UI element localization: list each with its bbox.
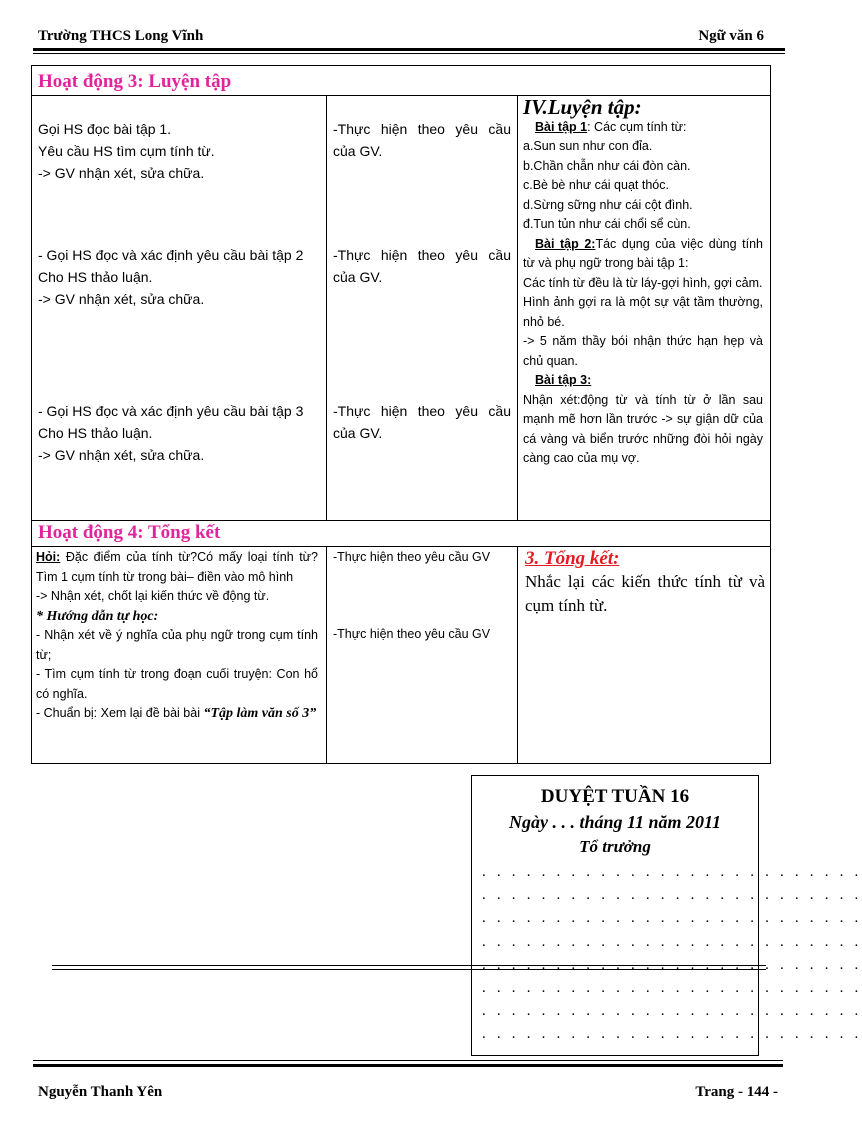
text-line: Gọi HS đọc bài tập 1.: [38, 121, 172, 137]
footer-rule: [33, 1064, 783, 1067]
footer-rule-thin: [33, 1060, 783, 1061]
exercise-2-line: Hình ảnh gợi ra là một sự vật tầm thường, nhỏ bé.: [523, 295, 763, 329]
approval-date: Ngày . . . tháng 11 năm 2011: [508, 812, 722, 832]
exercise-1-item: c.Bè bè như cái quạt thóc.: [523, 178, 669, 192]
exercise-2-line: -> 5 năm thầy bói nhận thức hạn hẹp và chủ quan.: [523, 334, 763, 368]
column-divider: [517, 546, 518, 764]
dotted-line: . . . . . . . . . . . . . . . . . . . . . . . . . .: [482, 980, 862, 997]
text-line: Cho HS thảo luận.: [38, 269, 153, 285]
dotted-line: . . . . . . . . . . . . . . . . . . . . . . . . . .: [482, 956, 862, 973]
row-divider: [31, 520, 771, 521]
text-line: -> GV nhận xét, sửa chữa.: [38, 447, 205, 463]
footer-author: Nguyễn Thanh Yên: [38, 1084, 163, 1100]
header-rule: [33, 48, 785, 51]
exercise-3-text: Nhận xét:động từ và tính từ ở lần sau mạnh mẽ hơn lần trước -> sự giận dữ của cá vàng và biển trước những đòi hỏi ngày càng cao của mụ vợ.: [523, 392, 763, 465]
student-activity-1: -Thực hiện theo yêu cầu của GV.: [333, 121, 511, 159]
exercise-1-item: b.Chần chẫn như cái đòn càn.: [523, 158, 691, 173]
column-divider: [326, 546, 327, 764]
self-study-title: * Hướng dẫn tự học:: [36, 608, 159, 624]
practice-heading: IV.Luyện tập:: [523, 95, 642, 119]
dotted-line: . . . . . . . . . . . . . . . . . . . . . . . . . .: [482, 887, 862, 904]
summary-heading: 3. Tổng kết:: [525, 548, 620, 569]
column-divider: [517, 95, 518, 520]
column-divider: [326, 95, 327, 520]
text-line: - Gọi HS đọc và xác định yêu cầu bài tập 2: [38, 247, 304, 263]
row-divider: [31, 95, 771, 96]
dotted-line: . . . . . . . . . . . . . . . . . . . . . . . . . .: [482, 864, 862, 880]
header-subject: Ngữ văn 6: [698, 28, 764, 44]
text-line: -> GV nhận xét, sửa chữa.: [38, 165, 205, 181]
exercise-2-label: Bài tập 2:: [535, 236, 596, 251]
text-line: Cho HS thảo luận.: [38, 425, 153, 441]
content-practice: [523, 95, 763, 469]
exercise-1-intro: : Các cụm tính từ:: [587, 119, 687, 134]
exercise-2-intro: Tác dụng của việc dùng tính từ và phụ ngữ trong bài tập 1:: [523, 236, 763, 270]
teacher-summary-activity: [36, 548, 318, 724]
self-study-item: - Nhận xét về ý nghĩa của phụ ngữ trong cụm tính từ;: [36, 628, 318, 662]
exercise-3-label: Bài tập 3:: [535, 373, 592, 387]
teacher-activity-2: [38, 244, 316, 310]
approval-title: DUYỆT TUẦN 16: [540, 786, 690, 807]
exercise-1-item: d.Sừng sững như cái cột đình.: [523, 197, 693, 212]
separator-line: [52, 969, 766, 970]
signature-lines: [472, 861, 862, 1047]
footer-page-number: Trang - 144 -: [695, 1084, 778, 1100]
dotted-line: . . . . . . . . . . . . . . . . . . . . . . . . . .: [482, 1003, 862, 1020]
student-activity-2: -Thực hiện theo yêu cầu của GV.: [333, 247, 511, 285]
student-summary-activity-1: -Thực hiện theo yêu cầu GV: [333, 550, 491, 564]
text-line: Yêu cầu HS tìm cụm tính từ.: [38, 143, 215, 159]
summary-text: Nhắc lại các kiến thức tính từ và cụm tính từ.: [525, 572, 765, 615]
section-3-title: Hoạt động 3: Luyện tập: [38, 71, 232, 92]
section-4-title: Hoạt động 4: Tổng kết: [38, 522, 221, 543]
dotted-line: . . . . . . . . . . . . . . . . . . . . . . . . . .: [482, 933, 862, 950]
exercise-2-line: Các tính từ đều là từ láy-gợi hình, gợi cảm.: [523, 275, 763, 290]
question-label: Hỏi:: [36, 550, 61, 564]
text-line: -> Nhận xét, chốt lại kiến thức về động từ.: [36, 589, 270, 603]
summary-content: [525, 548, 765, 618]
self-study-item: - Tìm cụm tính từ trong đoạn cuối truyện: Con hổ có nghĩa.: [36, 667, 318, 701]
assignment-title: “Tập làm văn số 3”: [203, 706, 317, 721]
dotted-line: . . . . . . . . . . . . . . . . . . . . . . . . . .: [482, 1026, 862, 1043]
teacher-activity-3: [38, 400, 316, 466]
teacher-activity-1: [38, 118, 320, 184]
question-text: Đặc điểm của tính từ?Có mấy loại tính từ? Tìm 1 cụm tính từ trong bài– điền vào mô hình: [36, 550, 318, 584]
student-activity-3: -Thực hiện theo yêu cầu của GV.: [333, 403, 511, 441]
exercise-1-item: đ.Tun tủn như cái chổi sể cùn.: [523, 217, 691, 231]
header-rule-thin: [33, 53, 785, 54]
row-divider: [31, 546, 771, 547]
student-summary-activity-2: -Thực hiện theo yêu cầu GV: [333, 627, 491, 641]
approval-box: [471, 775, 862, 1056]
self-study-item: - Chuẩn bị: Xem lại đề bài bài: [36, 706, 204, 720]
approval-role: Tổ trưởng: [579, 837, 651, 856]
text-line: -> GV nhận xét, sửa chữa.: [38, 291, 205, 307]
exercise-1-label: Bài tập 1: [535, 119, 588, 134]
header-school: Trường THCS Long Vĩnh: [38, 28, 204, 44]
dotted-line: . . . . . . . . . . . . . . . . . . . . . . . . . .: [482, 910, 862, 927]
exercise-1-item: a.Sun sun như con đỉa.: [523, 139, 653, 153]
separator-line: [52, 965, 766, 966]
text-line: - Gọi HS đọc và xác định yêu cầu bài tập 3: [38, 403, 304, 419]
